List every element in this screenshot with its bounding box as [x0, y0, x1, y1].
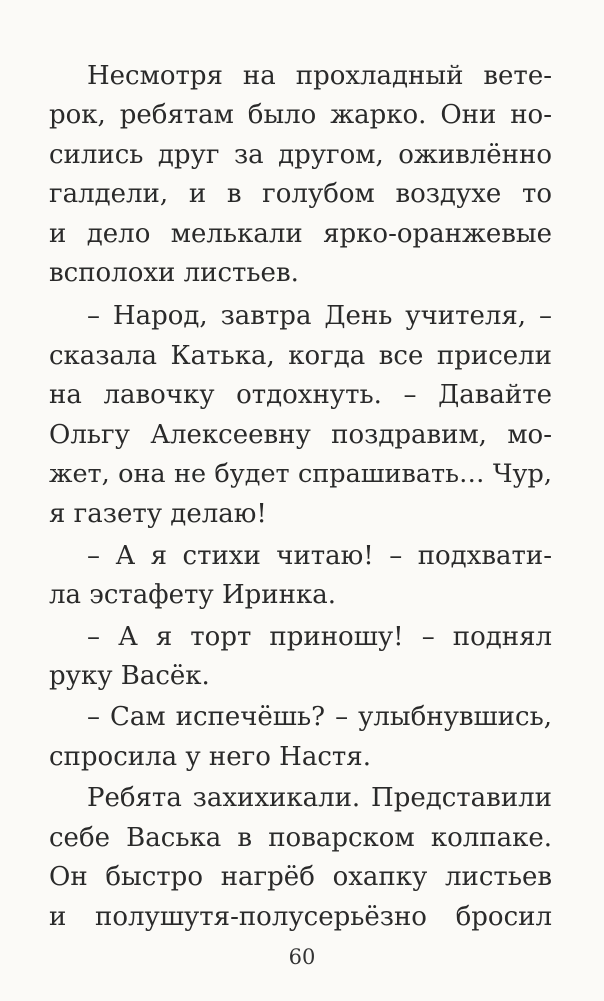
text-line: – А я торт приношу! – поднял: [87, 622, 552, 652]
text-line: ла эстафету Иринка.: [49, 580, 336, 610]
text-line: – А я стихи читаю! – подхвати-: [87, 541, 552, 571]
text-line: галдели, и в голубом воздухе то: [49, 179, 552, 209]
text-line: всполохи листьев.: [49, 258, 299, 288]
text-line: Ребята захихикали. Представили: [87, 783, 552, 813]
text-line: – Народ, завтра День учителя, –: [87, 301, 552, 331]
text-line: на лавочку отдохнуть. – Давайте: [49, 380, 552, 410]
text-line: спросила у него Настя.: [49, 742, 371, 772]
text-line: Он быстро нагрёб охапку листьев: [49, 862, 552, 892]
text-line: себе Васька в поварском колпаке.: [49, 823, 552, 853]
text-line: – Сам испечёшь? – улыбнувшись,: [87, 702, 552, 732]
page-number: 60: [288, 945, 316, 969]
text-line: рок, ребятам было жарко. Они но-: [49, 100, 552, 130]
text-line: и полушутя-полусерьёзно бросил: [49, 902, 552, 932]
text-line: руку Васёк.: [49, 661, 210, 691]
text-line: сились друг за другом, оживлённо: [49, 140, 552, 170]
text-line: Ольгу Алексеевну поздравим, мо-: [49, 420, 552, 450]
text-line: жет, она не будет спрашивать… Чур,: [49, 459, 552, 489]
text-line: сказала Катька, когда все присели: [49, 341, 552, 371]
text-line: Несмотря на прохладный вете-: [87, 61, 552, 91]
text-line: я газету делаю!: [49, 499, 267, 529]
text-line: и дело мелькали ярко-оранжевые: [49, 219, 552, 249]
